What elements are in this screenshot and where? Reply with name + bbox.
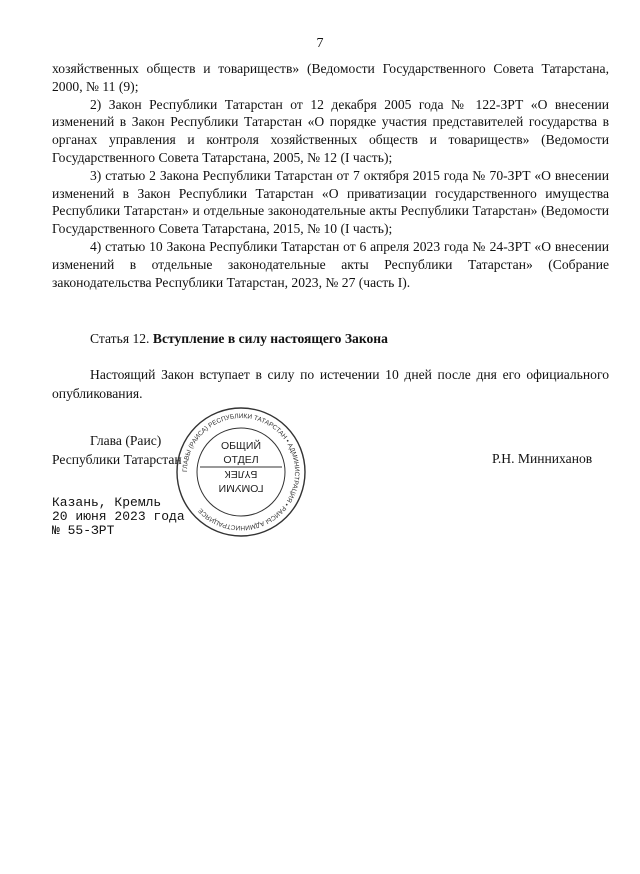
paragraph-continuation: хозяйственных обществ и товариществ» (Ведомости Государственного Совета Татарстана, 2000, № 11 (9); (52, 61, 609, 94)
stamp-line-1: ОБЩИЙ (221, 440, 261, 452)
closing-paragraph: Настоящий Закон вступает в силу по истечении 10 дней после дня его официального опубликования. (52, 367, 609, 401)
footer-number: № 55-ЗРТ (52, 523, 115, 538)
page-number: 7 (316, 36, 324, 51)
stamp-line-2: ОТДЕЛ (223, 454, 259, 466)
signature-name: Р.Н. Минниханов (492, 451, 593, 466)
stamp-ring-text: ГЛАВЫ (РАИСА) РЕСПУБЛИКИ ТАТАРСТАН • АДМИНИСТРАЦИЯ • РАИСЫ АДМИНИСТРАЦИЯСЕ (181, 412, 301, 532)
article-prefix: Статья 12. (90, 331, 150, 346)
signature-position (52, 432, 182, 469)
official-stamp (174, 405, 308, 539)
stamp-line-4: БҮЛЕК (224, 468, 258, 480)
closing-section (52, 366, 609, 403)
document-body (52, 60, 609, 291)
paragraph-item-2: 2) Закон Республики Татарстан от 12 декабря 2005 года № 122-ЗРТ «О внесении изменений в Закон Республики Татарстан «О порядке участия представителей государства в органах управления и контроля хозяйственных обществ и товариществ» (Ведомости Государственного Совета Татарстана, 2005, № 12 (I часть); (52, 96, 609, 165)
article-title: Вступление в силу настоящего Закона (152, 331, 388, 346)
footer-place: Казань, Кремль (52, 495, 162, 510)
stamp-line-3: ГОМУМИ (218, 482, 264, 494)
signature-position-line2: Республики Татарстан (52, 451, 182, 467)
paragraph-item-3: 3) статью 2 Закона Республики Татарстан от 7 октября 2015 года № 70-ЗРТ «О внесении изменений в Закон Республики Татарстан «О приватизации государственного имущества Республики Татарстан» и отдельные законодательные акты Республики Татарстан» (Ведомости Государственного Совета Татарстана, 2015, № 10 (I часть); (52, 167, 609, 237)
document-footer (52, 496, 185, 538)
signature-position-line1: Глава (Раис) (90, 433, 162, 448)
article-heading (90, 331, 388, 347)
paragraph-item-4: 4) статью 10 Закона Республики Татарстан от 6 апреля 2023 года № 24-ЗРТ «О внесении изменений в отдельные законодательные акты Республики Татарстан» (Собрание законодательства Республики Татарстан, 2023, № 27 (часть I). (52, 238, 609, 290)
footer-date: 20 июня 2023 года (52, 509, 185, 524)
